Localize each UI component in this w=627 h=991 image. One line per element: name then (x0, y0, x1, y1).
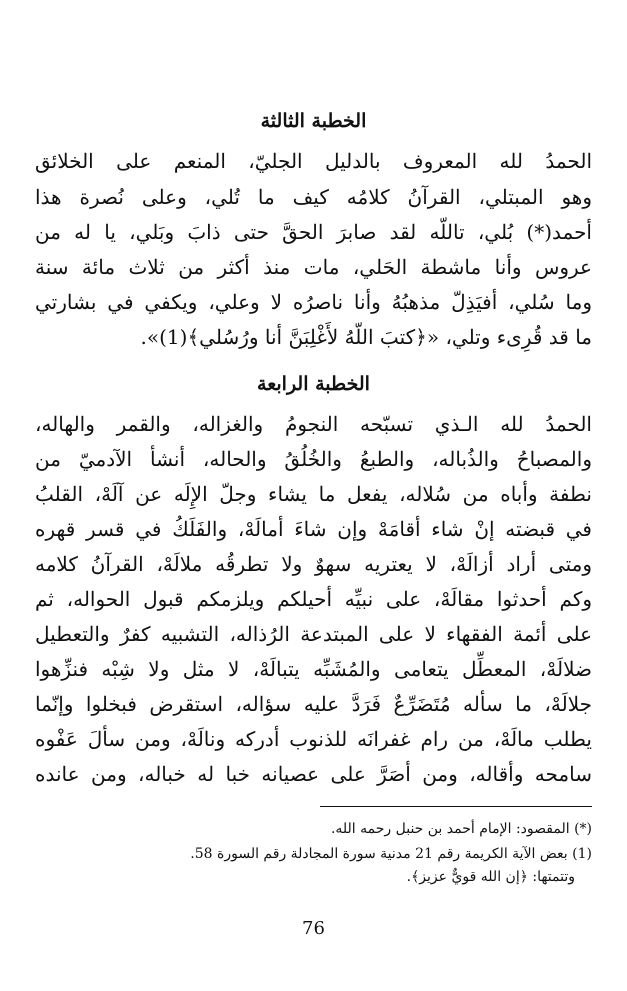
paragraph-line: وما سُلي، أفيَذِلّ مذهبُهُ وأنا ناصرُه لا وعلي، ويكفي في بشارتي (35, 290, 592, 314)
section-title-fourth-sermon: الخطبة الرابعة (257, 373, 370, 395)
paragraph-line: وهو المبتلي، القرآنُ كلامُه كيف ما تُلي، وعلى نُصرة هذا (35, 185, 592, 209)
footnote-divider (320, 806, 592, 807)
paragraph-line: عروس وأنا ماشطة الحَلي، مات منذ أكثر من ثلاث مائة سنة (35, 255, 592, 279)
page-number: 76 (302, 918, 325, 939)
paragraph-line: الحمدُ لله الـذي تسبّحه النجومُ والغزاله، والقمر والهاله، (35, 412, 592, 436)
paragraph-line: على أئمة الفقهاء لا على المبتدعة الرُذاله، التشبيه كفرٌ والتعطيل (35, 622, 592, 646)
section-title-third-sermon: الخطبة الثالثة (260, 110, 367, 132)
footnote-1: (1) بعض الآية الكريمة رقم 21 مدنية سورة المجادلة رقم السورة 58. (190, 846, 592, 862)
paragraph-line: والمصباحُ والذُباله، والطبعُ والخُلُقُ والحاله، أنشأ الآدميّ من (35, 447, 592, 471)
footnote-1-continuation: وتتمتها: ﴿إن الله قويٌّ عزيز﴾. (406, 869, 575, 885)
paragraph-line: وكم أحدثوا مقالَهْ، على نبيِّه أحيلكم ويلزمكم قبول الحواله، ثم (35, 587, 592, 611)
paragraph-line: يطلب مالَهْ، من رام غفرانَه للذنوب أدركه ونالَهْ، ومن سألَ عَفْوه (35, 727, 592, 751)
paragraph-line: جلالَهْ، ما سأله مُتَضَرِّعٌ فَرَدَّ عليه سؤاله، استقرض فبخلوا وإنّما (35, 692, 592, 716)
paragraph-line: ومتى أراد أزالَهْ، لا يعتريه سهوٌ ولا تطرقُه ملالَهْ، القرآنُ كلامه (35, 552, 592, 576)
footnote-star: (*) المقصود: الإمام أحمد بن حنبل رحمه الله. (330, 821, 592, 837)
paragraph-line: في قبضته إنْ شاء أقامَهْ وإن شاءَ أمالَهْ، والفَلَكُ في قسر قهره (35, 517, 592, 541)
paragraph-line: ضلالَهْ، المعطِّل يتعامى والمُشَبِّه يتبالَهْ، لا مثل ولا شِبْه فنزِّهوا (35, 657, 592, 681)
paragraph-line: الحمدُ لله المعروف بالدليل الجليّ، المنعم على الخلائق (35, 149, 592, 173)
paragraph-line: سامحه وأقاله، ومن أصَرَّ على عصيانه خبا له خباله، ومن عانده (35, 762, 592, 786)
paragraph-line: أحمد(*) بُلي، تاللّه لقد صابرَ الحقَّ حتى ذابَ وبَلي، يا له من (35, 220, 592, 244)
paragraph-line: نطفة وأباه من سُلاله، يفعل ما يشاء وجلّ الإِلَه عن آلَهْ، القلبُ (35, 482, 592, 506)
paragraph-line: ما قد قُرِىء وتلي، «﴿كتبَ اللّهُ لأَغْلِبَنَّ أنا ورُسُلي﴾(1)». (140, 325, 592, 349)
